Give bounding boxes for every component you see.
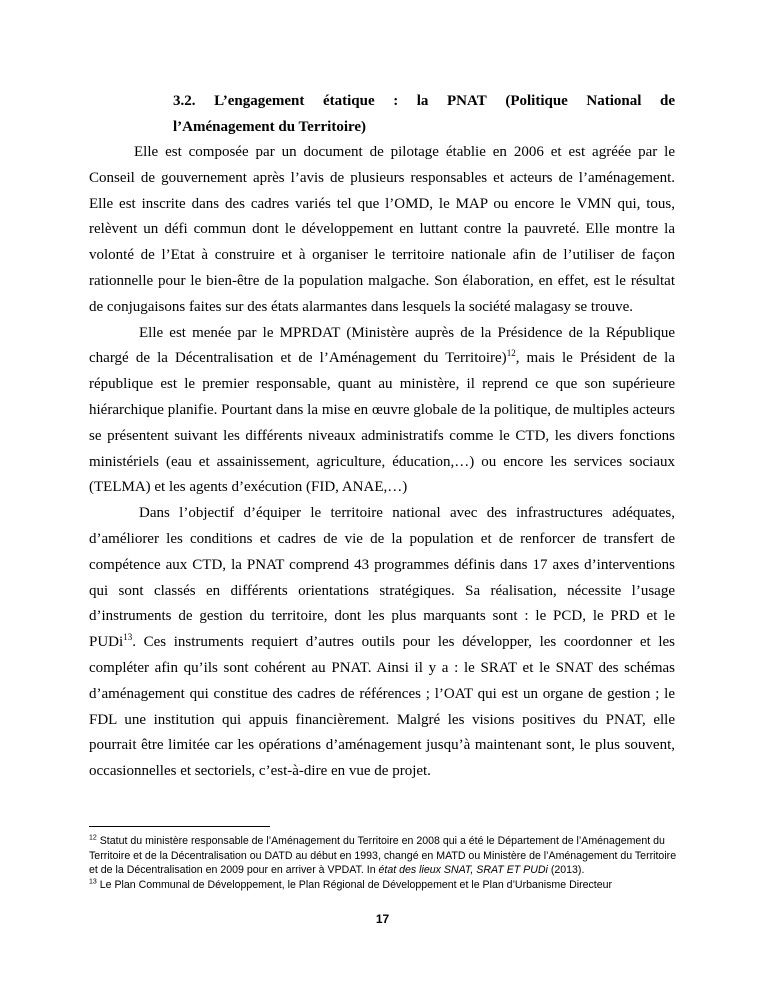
footnote-12-italic: état des lieux SNAT, SRAT ET PUDi xyxy=(378,864,548,877)
heading-word: étatique xyxy=(322,93,375,109)
heading-word: (Politique xyxy=(505,93,568,109)
heading-word: la xyxy=(416,93,429,109)
footnote-12-text: Statut du ministère responsable de l’Aménagement du Territoire en 2008 qui a été le Département de l’Aménagement du Territoire et de la Décentralisation ou DATD au début en 1993, changé en MATD ou Ministère de l’Aménagement du Territoire et de la Décentralisation en 2009 pour en arriver à VPDAT. In xyxy=(89,835,677,877)
paragraph-2 xyxy=(89,321,675,502)
section-heading xyxy=(173,88,675,140)
footnote-ref-12[interactable]: 12 xyxy=(506,348,516,359)
paragraph-2-text-a: Elle est menée par le MPRDAT (Ministère auprès de la Présidence de la République chargé de la Décentralisation et de l’Aménagement du Territoire) xyxy=(89,324,675,367)
footnote-12-end: (2013). xyxy=(547,864,585,877)
heading-word: National xyxy=(586,93,642,109)
section-number: 3.2. xyxy=(173,93,196,109)
section-heading-line-2: l’Aménagement du Territoire) xyxy=(173,119,367,135)
footnotes xyxy=(89,834,679,892)
paragraph-3 xyxy=(89,501,675,785)
paragraph-3-text-b: . Ces instruments requiert d’autres outils pour les développer, les coordonner et les compléter afin qu’ils sont cohérent au PNAT. Ainsi il y a : le SRAT et le SNAT des schémas d’aménagement qui constitue des cadres de références ; l’OAT qui est un organe de gestion ; le FDL une institution qui appuis financièrement. Malgré les visions positives du PNAT, elle pourrait être limitée car les opérations d’aménagement jusqu’à maintenant sont, le plus souvent, occasionnelles et sectoriels, c’est-à-dire en vue de projet. xyxy=(89,634,675,780)
page-number: 17 xyxy=(375,912,390,926)
footnote-13-text: Le Plan Communal de Développement, le Plan Régional de Développement et le Plan d’Urbanisme Directeur xyxy=(96,878,613,891)
footnote-13 xyxy=(89,878,679,893)
footnote-12-number: 12 xyxy=(89,834,97,842)
heading-word: PNAT xyxy=(447,93,487,109)
footnote-12 xyxy=(89,834,679,878)
paragraph-1: Elle est composée par un document de pilotage établie en 2006 et est agréée par le Conseil de gouvernement après l’avis de plusieurs responsables et acteurs de l’aménagement. Elle est inscrite dans des cadres variés tel que l’OMD, le MAP ou encore le VMN qui, tous, relèvent un défi commun dont le développement en luttant contre la pauvreté. Elle montre la volonté de l’Etat à construire et à organiser le territoire nationale afin de l’utiliser de façon rationnelle pour le bien-être de la population malgache. Son élaboration, en effet, est le résultat de conjugaisons faites sur des états alarmantes dans lesquels la société malagasy se trouve. xyxy=(89,144,675,315)
footnote-ref-13[interactable]: 13 xyxy=(123,632,133,643)
heading-word: : xyxy=(393,93,399,109)
heading-word: de xyxy=(660,93,675,109)
footnote-separator xyxy=(89,826,270,827)
paragraph-2-text-b: , mais le Président de la république est le premier responsable, quant au ministère, il reprend ce que son supérieure hiérarchique planifie. Pourtant dans la mise en œuvre globale de la politique, de multiples acteurs se présentent suivant les différents niveaux administratifs comme le CTD, les divers fonctions ministériels (eau et assainissement, agriculture, éducation,…) ou encore les services sociaux (TELMA) et les agents d’exécution (FID, ANAE,…) xyxy=(89,350,675,496)
section-heading-line-1 xyxy=(173,88,675,114)
paragraph-3-text-a: Dans l’objectif d’équiper le territoire national avec des infrastructures adéquates, d’améliorer les conditions et cadres de vie de la population et de renforcer de transfert de compétence aux CTD, la PNAT comprend 43 programmes définis dans 17 axes d’interventions qui sont classés en différents orientations stratégiques. Sa réalisation, nécessite l’usage d’instruments de gestion du territoire, dont les plus marquants sont : le PCD, le PRD et le PUDi xyxy=(89,505,675,651)
heading-word: L’engagement xyxy=(214,93,305,109)
footnote-13-number: 13 xyxy=(89,878,97,886)
body-text xyxy=(89,140,675,785)
